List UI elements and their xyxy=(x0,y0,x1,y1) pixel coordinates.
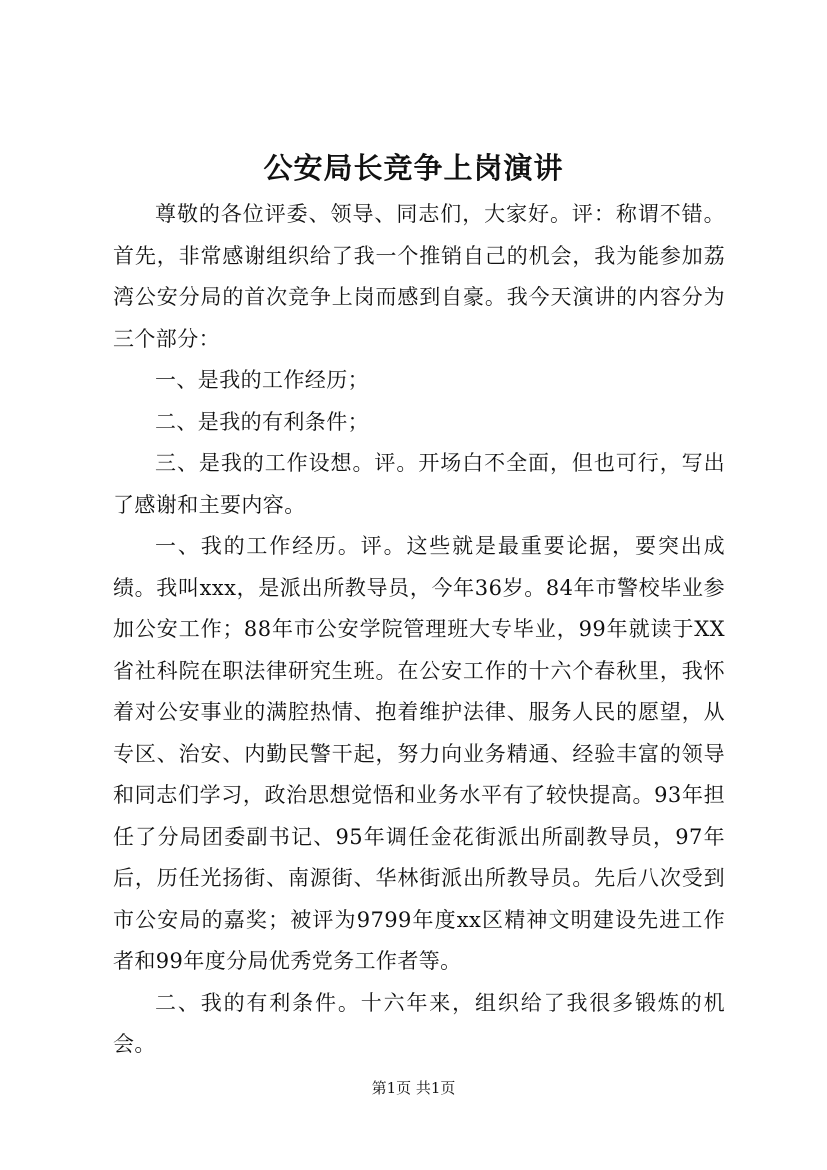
paragraph-point-three: 三、是我的工作设想。评。开场白不全面，但也可行，写出了感谢和主要内容。 xyxy=(113,451,725,517)
paragraph-point-one: 一、是我的工作经历； xyxy=(155,368,369,392)
paragraph-greeting: 尊敬的各位评委、领导、同志们，大家好。评：称谓不错。首先，非常感谢组织给了我一个推销自己的机会，我为能参加荔湾公安分局的首次竞争上岗而感到自豪。我今天演讲的内容分为三个部分： xyxy=(113,202,725,351)
page-footer: 第1页 共1页 xyxy=(371,1079,456,1097)
document-title: 公安局长竞争上岗演讲 xyxy=(263,151,564,185)
document-body xyxy=(113,194,725,1066)
paragraph-point-two: 二、是我的有利条件； xyxy=(155,409,369,434)
paragraph-work-experience: 一、我的工作经历。评。这些就是最重要论据，要突出成绩。我叫xxx，是派出所教导员，今年36岁。84年市警校毕业参加公安工作；88年市公安学院管理班大专毕业，99年就读于XX省社科院在职法律研究生班。在公安工作的十六个春秋里，我怀着对公安事业的满腔热情、抱着维护法律、服务人民的愿望，从专区、治安、内勤民警干起，努力向业务精通、经验丰富的领导和同志们学习，政治思想觉悟和业务水平有了较快提高。93年担任了分局团委副书记、95年调任金花街派出所副教导员，97年后，历任光扬街、南源街、华林街派出所教导员。先后八次受到市公安局的嘉奖；被评为9799年度xx区精神文明建设先进工作者和99年度分局优秀党务工作者等。 xyxy=(113,534,725,973)
paragraph-advantages: 二、我的有利条件。十六年来，组织给了我很多锻炼的机会。 xyxy=(113,990,725,1056)
